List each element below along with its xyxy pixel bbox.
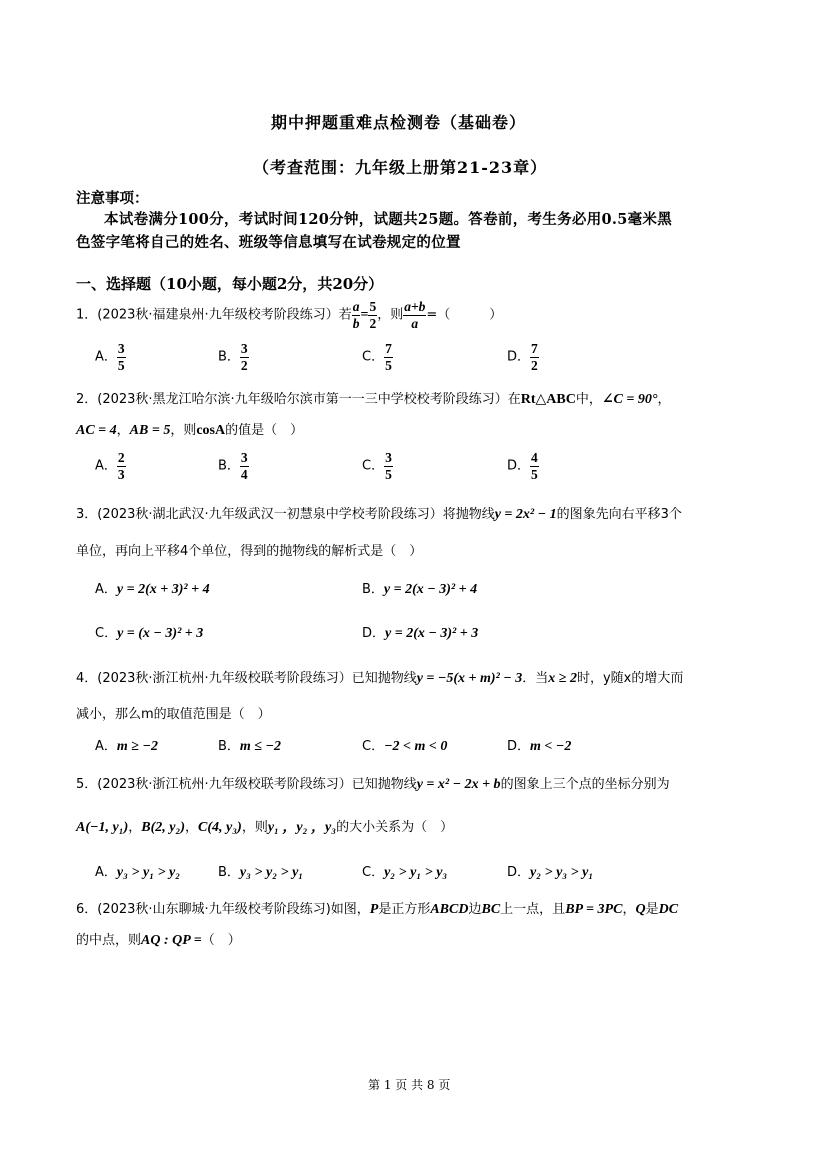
option-label: D．	[507, 349, 531, 365]
q5-stem: 5．(2023秋·浙江杭州·九年级校联考阶段练习）已知抛物线	[76, 777, 417, 792]
q2-cos: cosA	[196, 423, 226, 438]
q5-vars: y₁ ，y₂ ，y₃	[267, 820, 337, 835]
q1-option-c[interactable]	[362, 342, 393, 373]
question-6-line-2	[76, 929, 241, 949]
option-label: B．	[218, 865, 240, 880]
q6-stem: 6．(2023秋·山东聊城·九年级校考阶段练习)如图，	[76, 902, 370, 917]
q4-stem: 4．(2023秋·浙江杭州·九年级校联考阶段练习）已知抛物线	[76, 671, 417, 686]
option-num: 7	[385, 341, 392, 356]
q6-q: Q	[635, 902, 646, 917]
option-label: C．	[362, 458, 385, 474]
q5-then: ，则	[241, 820, 268, 835]
q1-val-num: 5	[369, 299, 377, 314]
option-num: 3	[240, 341, 248, 356]
option-label: B．	[362, 582, 384, 597]
q5-option-b[interactable]	[218, 861, 303, 881]
q1-eq: =	[360, 307, 369, 323]
question-4-line-1	[76, 667, 683, 687]
question-5-line-1	[76, 773, 670, 793]
q4-option-a[interactable]	[95, 735, 158, 755]
q3-option-b[interactable]	[362, 578, 477, 598]
option-expr: y = (x − 3)² + 3	[117, 626, 204, 641]
option-den: 5	[385, 466, 392, 482]
q6-square: ABCD	[430, 902, 469, 917]
question-2-line-2	[76, 419, 303, 439]
q5-option-c[interactable]	[362, 861, 447, 881]
option-den: 4	[240, 466, 248, 482]
option-expr: m < −2	[530, 739, 572, 754]
q4-stem-c: 时，y随x的增大而	[576, 671, 684, 686]
q2-then: ，则	[170, 423, 197, 438]
option-label: B．	[218, 739, 240, 754]
q1-option-a[interactable]	[95, 342, 126, 373]
q2-stem: 2．(2023秋·黑龙江哈尔滨·九年级哈尔滨市第一一三中学校校考阶段练习）在	[76, 392, 521, 407]
q4-option-d[interactable]	[507, 735, 571, 755]
q5-point-a: A(−1, y₁)	[76, 820, 129, 835]
q3-option-d[interactable]	[362, 622, 478, 642]
q2-option-d[interactable]	[507, 451, 539, 482]
option-label: D．	[507, 458, 531, 474]
q2-angle: ∠C = 90°	[601, 392, 658, 407]
q4-option-b[interactable]	[218, 735, 281, 755]
option-label: C．	[362, 739, 385, 754]
option-label: C．	[362, 349, 385, 365]
q1-value-fraction	[368, 300, 377, 330]
question-6-line-1	[76, 898, 678, 918]
option-expr: y = 2(x + 3)² + 4	[116, 582, 210, 597]
q5-point-b: B(2, y₂)	[141, 820, 186, 835]
q1-given-den: b	[352, 315, 360, 331]
q6-dc: DC	[658, 902, 679, 917]
q1-ask-fraction	[403, 300, 426, 330]
q3-stem: 3．(2023秋·湖北武汉·九年级武汉一初慧泉中学校考阶段练习）将抛物线	[76, 507, 495, 522]
option-expr: y = 2(x − 3)² + 4	[383, 582, 478, 597]
q2-option-c[interactable]	[362, 451, 393, 482]
option-den: 3	[117, 466, 125, 482]
option-expr: −2 < m < 0	[384, 739, 448, 754]
option-label: B．	[218, 349, 240, 365]
option-label: A．	[95, 739, 117, 754]
q3-option-a[interactable]	[95, 578, 210, 598]
q2-ab: AB = 5	[129, 423, 171, 438]
option-label: D．	[507, 739, 531, 754]
question-3-line-2: 单位，再向上平移4个单位，得到的抛物线的解析式是（ ）	[76, 544, 423, 559]
q3-expr: y = 2x² − 1	[494, 507, 557, 522]
q1-ask-num: a+b	[404, 299, 426, 314]
q6-side-word: 边	[468, 902, 482, 917]
page-title: 期中押题重难点检测卷（基础卷）	[271, 113, 527, 132]
q6-relation: BP = 3PC	[565, 902, 623, 917]
q4-option-c[interactable]	[362, 735, 447, 755]
notice-line-1: 本试卷满分100分，考试时间120分钟，试题共25题。答卷前，考生务必用0.5毫米黑	[104, 211, 673, 228]
option-num: 7	[531, 341, 538, 356]
page-subtitle: （考查范围：九年级上册第21-23章）	[253, 158, 548, 177]
option-num: 4	[531, 450, 538, 465]
q6-stem-d: 上一点，且	[500, 902, 566, 917]
option-label: C．	[362, 865, 385, 880]
q6-ratio: AQ : QP =	[141, 933, 202, 948]
option-num: 2	[117, 450, 125, 465]
q6-stem-b: 是正方形	[378, 902, 431, 917]
option-expr: m ≥ −2	[116, 739, 158, 754]
q1-ask-den: a	[411, 315, 419, 331]
option-num: 3	[240, 450, 248, 465]
option-num: 3	[385, 450, 392, 465]
option-expr: y₂ > y₃ > y₁	[530, 865, 594, 880]
q2-option-a[interactable]	[95, 451, 126, 482]
option-label: A．	[95, 865, 117, 880]
q2-comma: ，	[657, 392, 671, 407]
option-label: D．	[507, 865, 531, 880]
q3-stem-b: 的图象先向右平移3个	[556, 507, 682, 522]
q1-stem: 1．(2023秋·福建泉州·九年级校考阶段练习）若	[76, 307, 352, 323]
option-expr: y = 2(x − 3)² + 3	[385, 626, 479, 641]
option-label: C．	[95, 626, 118, 641]
q6-ask: （ ）	[201, 933, 241, 948]
question-2-line-1	[76, 388, 671, 408]
option-expr: y₂ > y₁ > y₃	[384, 865, 448, 880]
q5-expr: y = x² − 2x + b	[416, 777, 501, 792]
option-den: 5	[117, 357, 125, 373]
q3-option-c[interactable]	[95, 622, 203, 642]
q2-mid: 中，	[575, 392, 602, 407]
option-label: B．	[218, 458, 240, 474]
q1-mid: ，则	[377, 307, 404, 323]
option-den: 5	[385, 357, 392, 373]
notice-line-2: 色签字笔将自己的姓名、班级等信息填写在试卷规定的位置	[76, 234, 461, 251]
q5-point-c: C(4, y₃)	[198, 820, 242, 835]
section-heading: 一、选择题（10小题，每小题2分，共20分）	[76, 275, 384, 293]
question-3-line-1	[76, 503, 682, 523]
q6-is: 是	[645, 902, 659, 917]
page-footer: 第 1 页 共 8 页	[368, 1078, 451, 1092]
option-num: 3	[117, 341, 125, 356]
option-den: 5	[531, 466, 538, 482]
q1-given-num: a	[352, 299, 360, 314]
q5-option-a[interactable]	[95, 861, 180, 881]
notice-heading: 注意事项：	[76, 190, 149, 207]
q6-midpoint: 的中点，则	[76, 933, 142, 948]
q2-ask: 的值是（ ）	[225, 423, 304, 438]
option-label: A．	[95, 582, 117, 597]
q6-comma: ，	[622, 902, 636, 917]
q5-stem-b: 的图象上三个点的坐标分别为	[500, 777, 670, 792]
q1-option-b[interactable]	[218, 342, 249, 373]
q4-expr: y = −5(x + m)² − 3	[416, 671, 523, 686]
question-1	[76, 300, 502, 331]
q4-cond: x ≥ 2	[548, 671, 577, 686]
q1-val-den: 2	[369, 315, 377, 331]
option-den: 2	[240, 357, 248, 373]
q6-p: P	[369, 902, 379, 917]
q5-option-d[interactable]	[507, 861, 593, 881]
q2-sep: ，	[116, 423, 130, 438]
option-label: D．	[362, 626, 386, 641]
question-5-line-2: A(−1, y₁)，B(2, y₂)，C(4, y₃)，则y₁ ，y₂ ，y₃的大小关系为（ ）	[76, 820, 454, 835]
option-den: 2	[531, 357, 538, 373]
option-expr: y₃ > y₁ > y₂	[116, 865, 181, 880]
q2-option-b[interactable]	[218, 451, 249, 482]
option-expr: m ≤ −2	[239, 739, 281, 754]
option-label: A．	[95, 349, 117, 365]
q1-tail: =（ ）	[426, 307, 503, 323]
option-expr: y₃ > y₂ > y₁	[239, 865, 304, 880]
q2-ac: AC = 4	[76, 423, 117, 438]
q5-ask: 的大小关系为（ ）	[336, 820, 454, 835]
q2-triangle: Rt△ABC	[520, 392, 576, 407]
q6-bc: BC	[481, 902, 501, 917]
q4-when: ．当	[522, 671, 549, 686]
question-4-line-2: 减小，那么m的取值范围是（ ）	[76, 707, 271, 722]
q1-option-d[interactable]	[507, 342, 539, 373]
option-label: A．	[95, 458, 117, 474]
